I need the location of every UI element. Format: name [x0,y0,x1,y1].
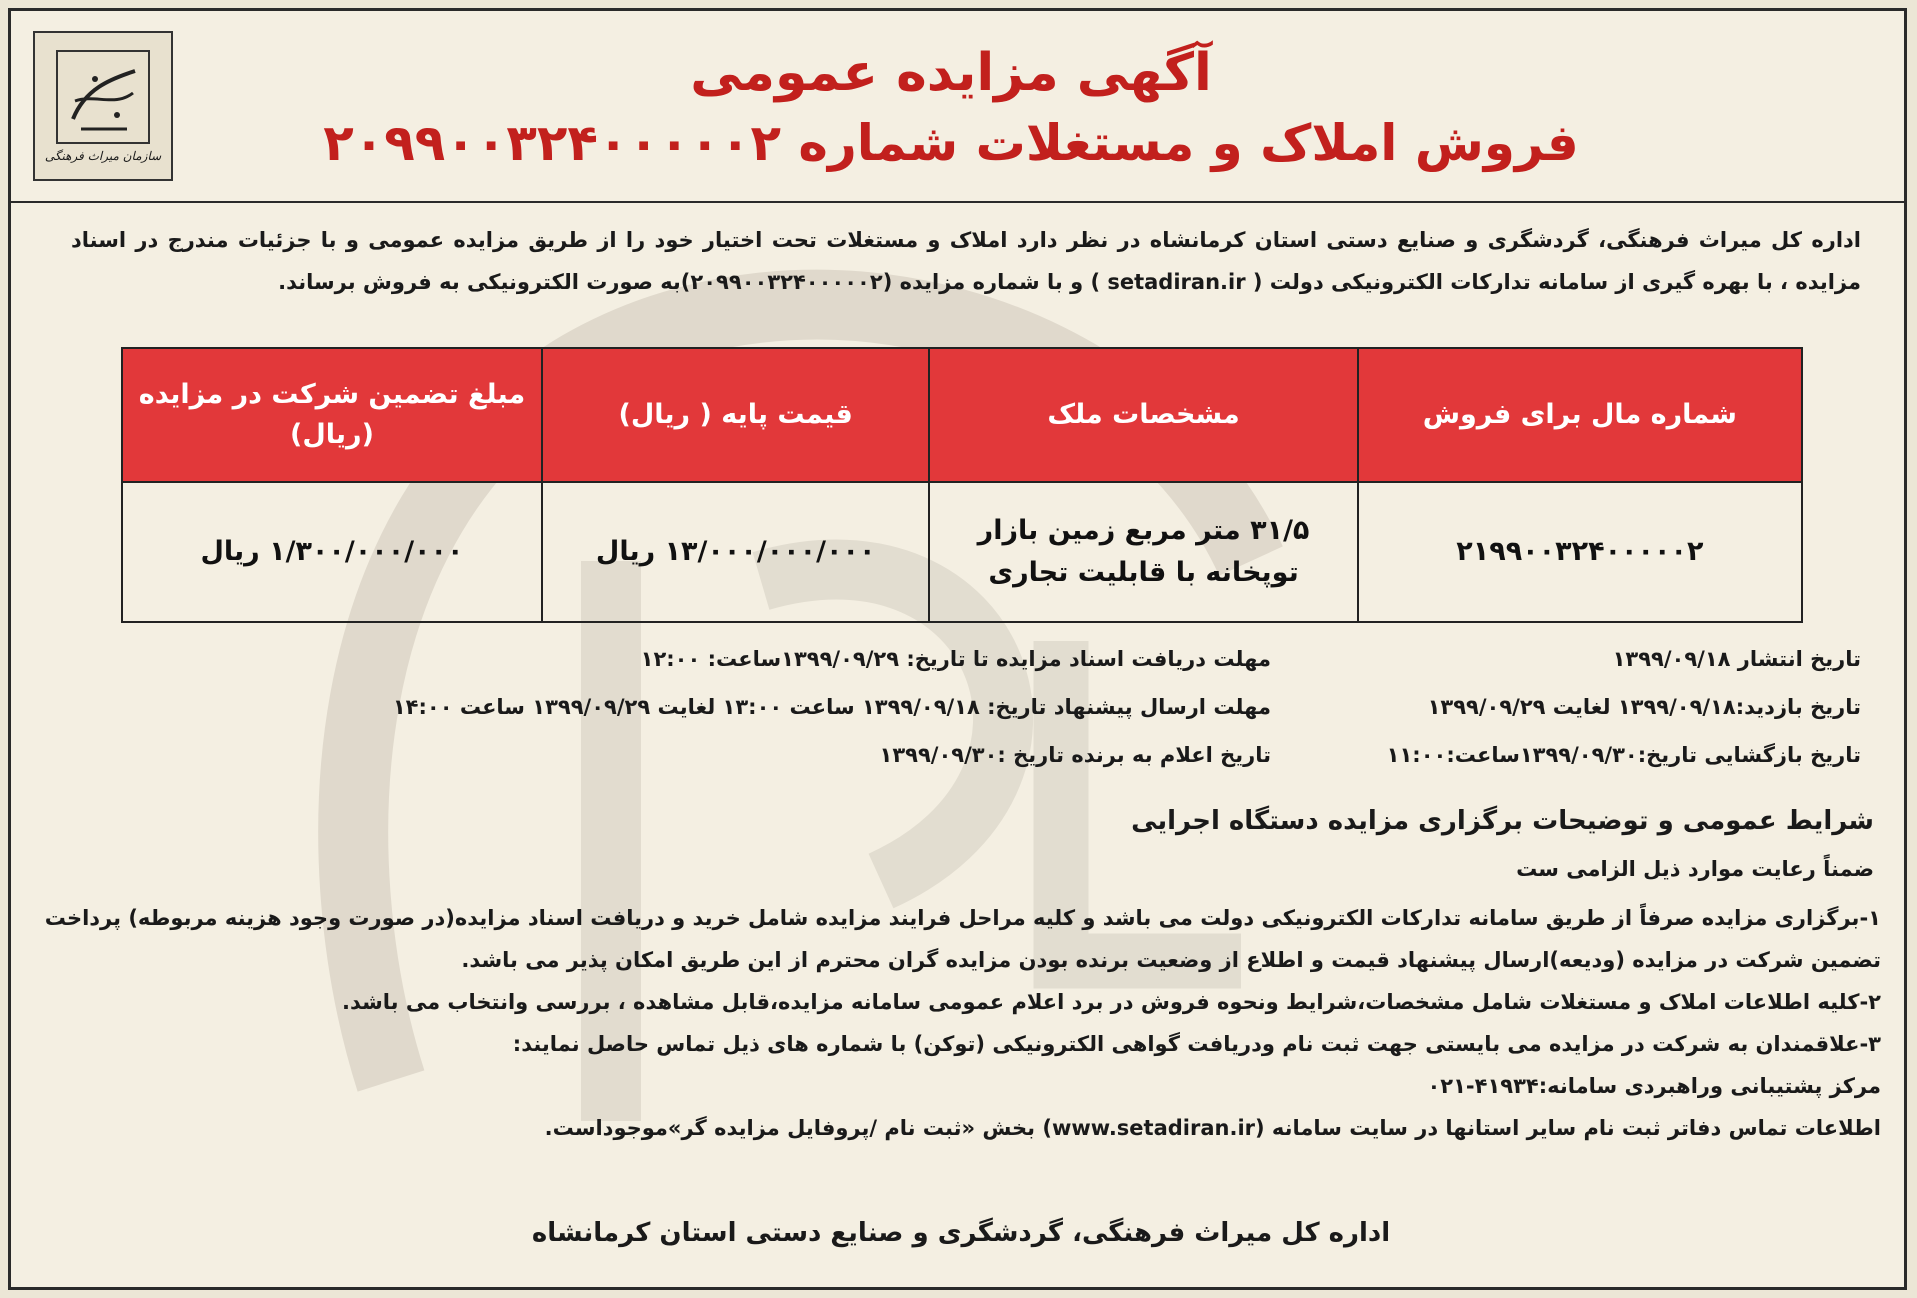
ad-subtitle: فروش املاک و مستغلات شماره ۲۰۹۹۰۰۳۲۴۰۰۰۰۰۲ [323,114,1579,172]
bid-deadline: مهلت ارسال پیشنهاد تاریخ: ۱۳۹۹/۰۹/۱۸ ساعت ۱۳:۰۰ لغایت ۱۳۹۹/۰۹/۲۹ ساعت ۱۴:۰۰ [392,695,1271,719]
table-header-cell: شماره مال برای فروش [1358,348,1802,482]
table-row [122,482,1802,622]
dates-block [71,635,1861,779]
logo-caption: سازمان میراث فرهنگی [44,149,162,163]
table-header-cell: مشخصات ملک [929,348,1357,482]
winner-announce-date: تاریخ اعلام به برنده تاریخ :۱۳۹۹/۰۹/۳۰ [879,743,1271,767]
conditions-note: ضمناً رعایت موارد ذیل الزامی ست [1516,857,1874,881]
conditions-title: شرایط عمومی و توضیحات برگزاری مزایده دستگاه اجرایی [1131,806,1874,836]
condition-item: ۱-برگزاری مزایده صرفاً از طریق سامانه تدارکات الکترونیکی دولت می باشد و کلیه مراحل فرایند مزایده شامل خرید و دریافت اسناد مزایده(در صورت وجود هزینه مربوطه) پرداخت تضمین شرکت در مزایده (ودیعه)ارسال پیشنهاد قیمت و اطلاع از وضعیت برنده بودن مزایده گران محترم از این طریق امکان پذیر می باشد. [44,906,1881,972]
footer-organization: اداره کل میراث فرهنگی، گردشگری و صنایع دستی استان کرمانشاه [531,1218,1391,1248]
condition-item: ۲-کلیه اطلاعات املاک و مستغلات شامل مشخصات،شرایط ونحوه فروش در برد اعلام عمومی سامانه مزایده،قابل مشاهده ، بررسی وانتخاب می باشد. [341,990,1881,1014]
ad-title: آگهی مزایده عمومی [690,43,1212,103]
dates-row [71,731,1861,779]
visit-date: تاریخ بازدید:۱۳۹۹/۰۹/۱۸ لغایت ۱۳۹۹/۰۹/۲۹ [1427,695,1861,719]
auction-table [121,347,1803,623]
table-header-cell: قیمت پایه ( ریال) [542,348,929,482]
header [11,11,1904,203]
support-center-line: مرکز پشتیبانی وراهبردی سامانه:۴۱۹۳۴-۰۲۱ [1427,1074,1881,1098]
table-cell-property-number: ۲۱۹۹۰۰۳۲۴۰۰۰۰۰۲ [1358,482,1802,622]
calligraphy-logo-icon [55,49,151,145]
doc-deadline: مهلت دریافت اسناد مزایده تا تاریخ: ۱۳۹۹/۰۹/۲۹ساعت: ۱۲:۰۰ [640,647,1271,671]
table-header-cell: مبلغ تضمین شرکت در مزایده (ریال) [122,348,542,482]
conditions-list [41,897,1881,1149]
opening-date: تاریخ بازگشایی تاریخ:۱۳۹۹/۰۹/۳۰ساعت:۱۱:۰۰ [1386,743,1861,767]
table-cell-property-specs: ۳۱/۵ متر مربع زمین بازار توپخانه با قابلیت تجاری [929,482,1357,622]
logo [33,31,173,181]
dates-row [71,683,1861,731]
table-header-row [122,348,1802,482]
intro-paragraph: اداره کل میراث فرهنگی، گردشگری و صنایع دستی استان کرمانشاه در نظر دارد املاک و مستغلات تحت اختیار خود را از طریق مزایده عمومی و با جزئیات مندرج در اسناد مزایده ، با بهره گیری از سامانه تدارکات الکترونیکی دولت ( setadiran.ir ) و با شماره مزایده (۲۰۹۹۰۰۳۲۴۰۰۰۰۰۲)به صورت الکترونیکی به فروش برساند. [71,228,1861,294]
table-cell-base-price: ۱۳/۰۰۰/۰۰۰/۰۰۰ ریال [542,482,929,622]
publish-date: تاریخ انتشار ۱۳۹۹/۰۹/۱۸ [1612,647,1861,671]
table-cell-guarantee-amount: ۱/۳۰۰/۰۰۰/۰۰۰ ریال [122,482,542,622]
newspaper-ad [8,8,1907,1290]
condition-item: ۳-علاقمندان به شرکت در مزایده می بایستی جهت ثبت نام ودریافت گواهی الکترونیکی (توکن) با شماره های ذیل تماس حاصل نمایند: [512,1032,1881,1056]
dates-row [71,635,1861,683]
contact-info-line: اطلاعات تماس دفاتر ثبت نام سایر استانها در سایت سامانه (www.setadiran.ir) بخش «ثبت نام /پروفایل مزایده گر»موجوداست. [544,1116,1881,1140]
